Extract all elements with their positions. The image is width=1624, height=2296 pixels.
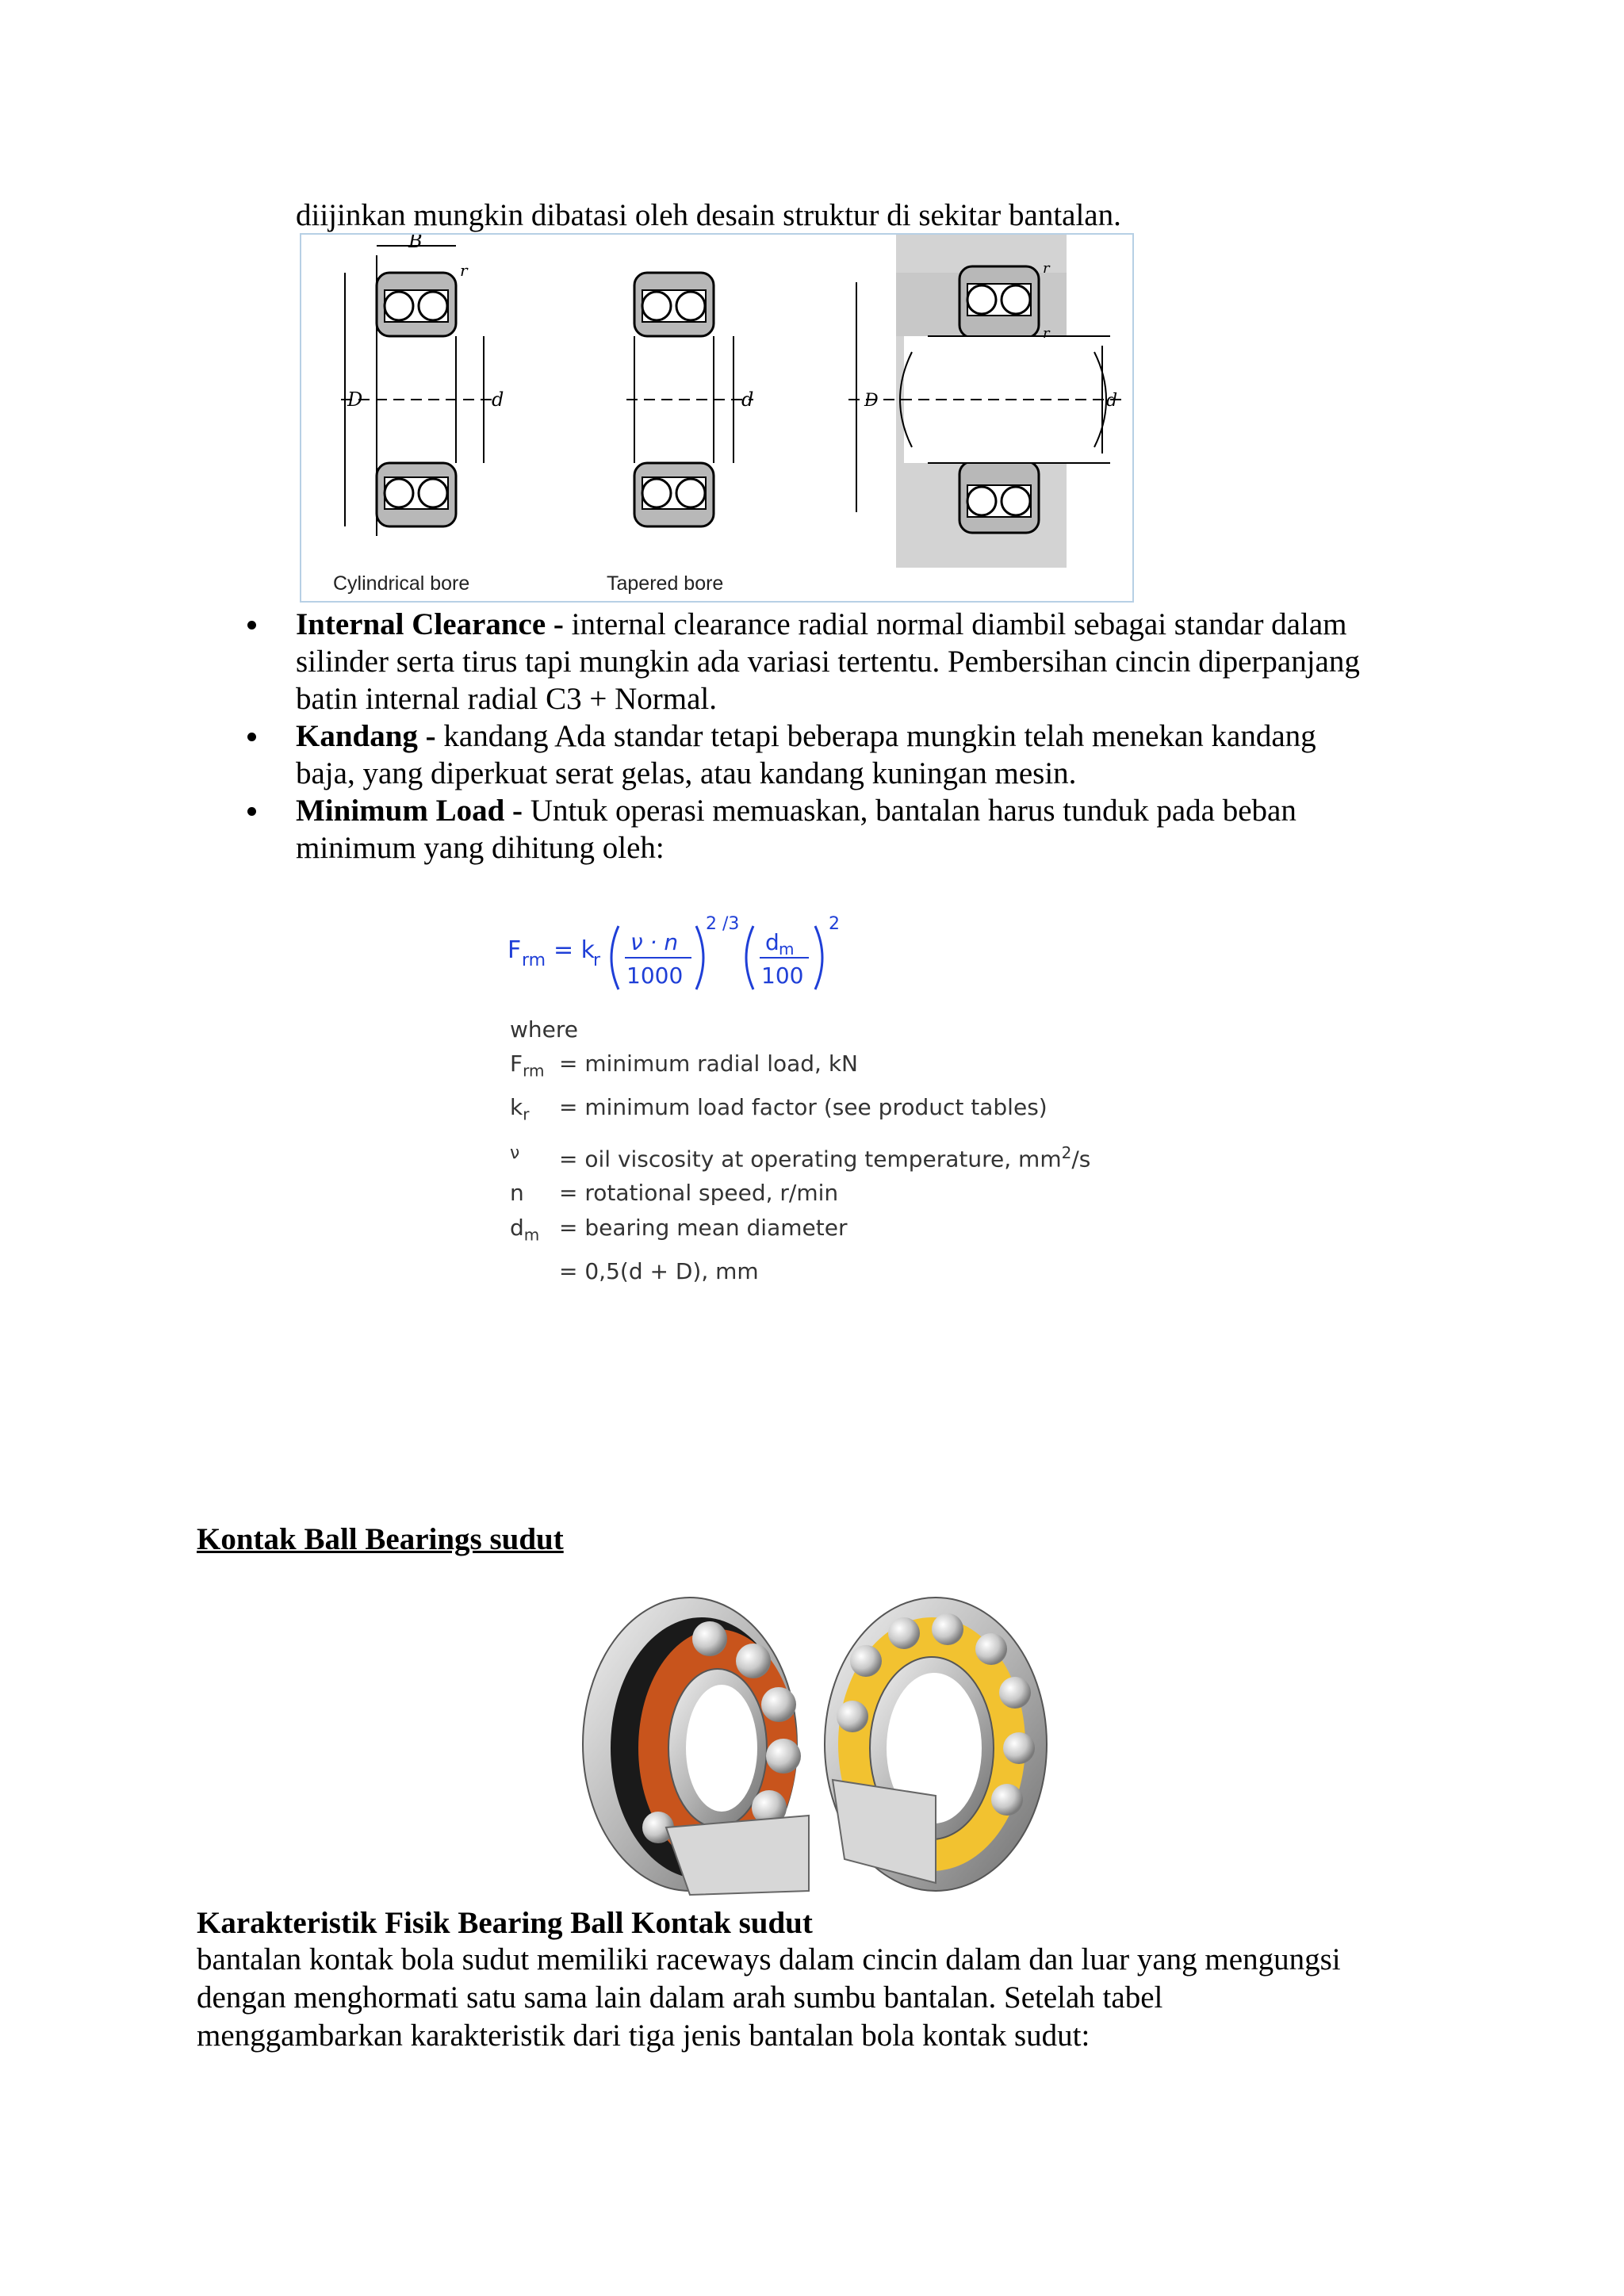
legend-sym-1: $F_{rm}$ xyxy=(510,1050,545,1081)
svg-text:2: 2 xyxy=(829,914,840,934)
bullet-3-line-2: minimum yang dihitung oleh: xyxy=(296,831,665,865)
label-d: d xyxy=(492,388,504,411)
bullet-1-title: Internal Clearance - xyxy=(296,607,564,641)
formula-svg xyxy=(508,912,856,999)
svg-text:rm: rm xyxy=(522,951,546,970)
legend-desc-5: = bearing mean diameter xyxy=(559,1215,848,1241)
bearing-drawings xyxy=(301,235,1132,601)
label-D: D xyxy=(347,388,363,411)
legend-desc-4: = rotational speed, r/min xyxy=(559,1180,839,1206)
label-d-tapered: d xyxy=(741,388,754,411)
legend-sym-5: $d_m$ xyxy=(510,1215,540,1245)
label-Da: D xyxy=(864,391,879,411)
angular-contact-bearings-figure xyxy=(571,1590,1063,1903)
bullet-2-dot xyxy=(247,733,256,741)
bullet-2-title: Kandang - xyxy=(296,719,436,753)
svg-text:d: d xyxy=(765,929,779,955)
caption-cylindrical-bore: Cylindrical bore xyxy=(333,572,470,595)
legend-sym-2: $k_r$ xyxy=(510,1094,530,1124)
bearing-bore-figure xyxy=(300,233,1134,603)
legend-sym-4: n xyxy=(510,1180,524,1206)
svg-text:r: r xyxy=(593,951,601,970)
bullet-3-dot xyxy=(247,807,256,816)
legend-desc-6: = 0,5(d + D), mm xyxy=(559,1258,759,1284)
svg-text:F: F xyxy=(508,936,522,964)
tapered-bore-drawing xyxy=(626,273,753,526)
label-ra-bottom: r xyxy=(1043,325,1050,342)
bearing-left xyxy=(583,1598,809,1895)
bearings-3d-illustration xyxy=(571,1590,1063,1903)
legend-desc-1: = minimum radial load, kN xyxy=(559,1050,859,1077)
subsection-heading: Karakteristik Fisik Bearing Ball Kontak sudut xyxy=(197,1906,813,1940)
section-heading: Kontak Ball Bearings sudut xyxy=(197,1522,564,1556)
paragraph-line-3: menggambarkan karakteristik dari tiga jenis bantalan bola kontak sudut: xyxy=(197,2019,1090,2053)
bullet-3-title: Minimum Load - xyxy=(296,794,523,828)
bullet-1-dot xyxy=(247,621,256,629)
cylindrical-bore-drawing xyxy=(341,246,492,536)
bullet-2-line-2: baja, yang diperkuat serat gelas, atau kandang kuningan mesin. xyxy=(296,756,1077,790)
svg-text:= k: = k xyxy=(553,936,596,964)
bullet-2-text-1: kandang Ada standar tetapi beberapa mungkin telah menekan kandang xyxy=(435,719,1316,753)
svg-text:100: 100 xyxy=(761,962,804,989)
bullet-1-text-1: internal clearance radial normal diambil sebagai standar dalam xyxy=(563,607,1347,641)
label-ra-top: r xyxy=(1043,260,1050,277)
paragraph-line-2: dengan menghormati satu sama lain dalam arah sumbu bantalan. Setelah tabel xyxy=(197,1980,1163,2015)
label-r: r xyxy=(460,261,468,280)
legend-sym-3: ν xyxy=(510,1143,520,1163)
svg-text:m: m xyxy=(779,939,795,959)
caption-tapered-bore: Tapered bore xyxy=(607,572,724,595)
legend-desc-3: = oil viscosity at operating temperature, $mm^2/s$ xyxy=(559,1143,1091,1173)
legend-desc-2: = minimum load factor (see product tables) xyxy=(559,1094,1048,1120)
bullet-2-line-1 xyxy=(296,718,1316,755)
bearing-right xyxy=(825,1598,1047,1891)
label-B: B xyxy=(408,235,423,252)
minimum-load-formula xyxy=(508,912,856,999)
svg-text:1000: 1000 xyxy=(626,962,684,989)
svg-text:2 /3: 2 /3 xyxy=(706,914,740,934)
label-da: d xyxy=(1106,391,1118,411)
svg-text:ν · n: ν · n xyxy=(630,929,679,955)
bullet-3-line-1 xyxy=(296,792,1297,829)
bullet-1-line-1 xyxy=(296,606,1346,643)
legend-where: where xyxy=(510,1016,578,1043)
paragraph-line-1: bantalan kontak bola sudut memiliki raceways dalam cincin dalam dan luar yang mengungsi xyxy=(197,1942,1341,1976)
bullet-3-text-1: Untuk operasi memuaskan, bantalan harus tunduk pada beban xyxy=(523,794,1297,828)
bullet-1-line-3: batin internal radial C3 + Normal. xyxy=(296,682,718,716)
bullet-1-line-2: silinder serta tirus tapi mungkin ada variasi tertentu. Pembersihan cincin diperpanjang xyxy=(296,645,1360,679)
mounted-bearing-drawing xyxy=(848,235,1126,568)
intro-text: diijinkan mungkin dibatasi oleh desain struktur di sekitar bantalan. xyxy=(296,198,1121,232)
